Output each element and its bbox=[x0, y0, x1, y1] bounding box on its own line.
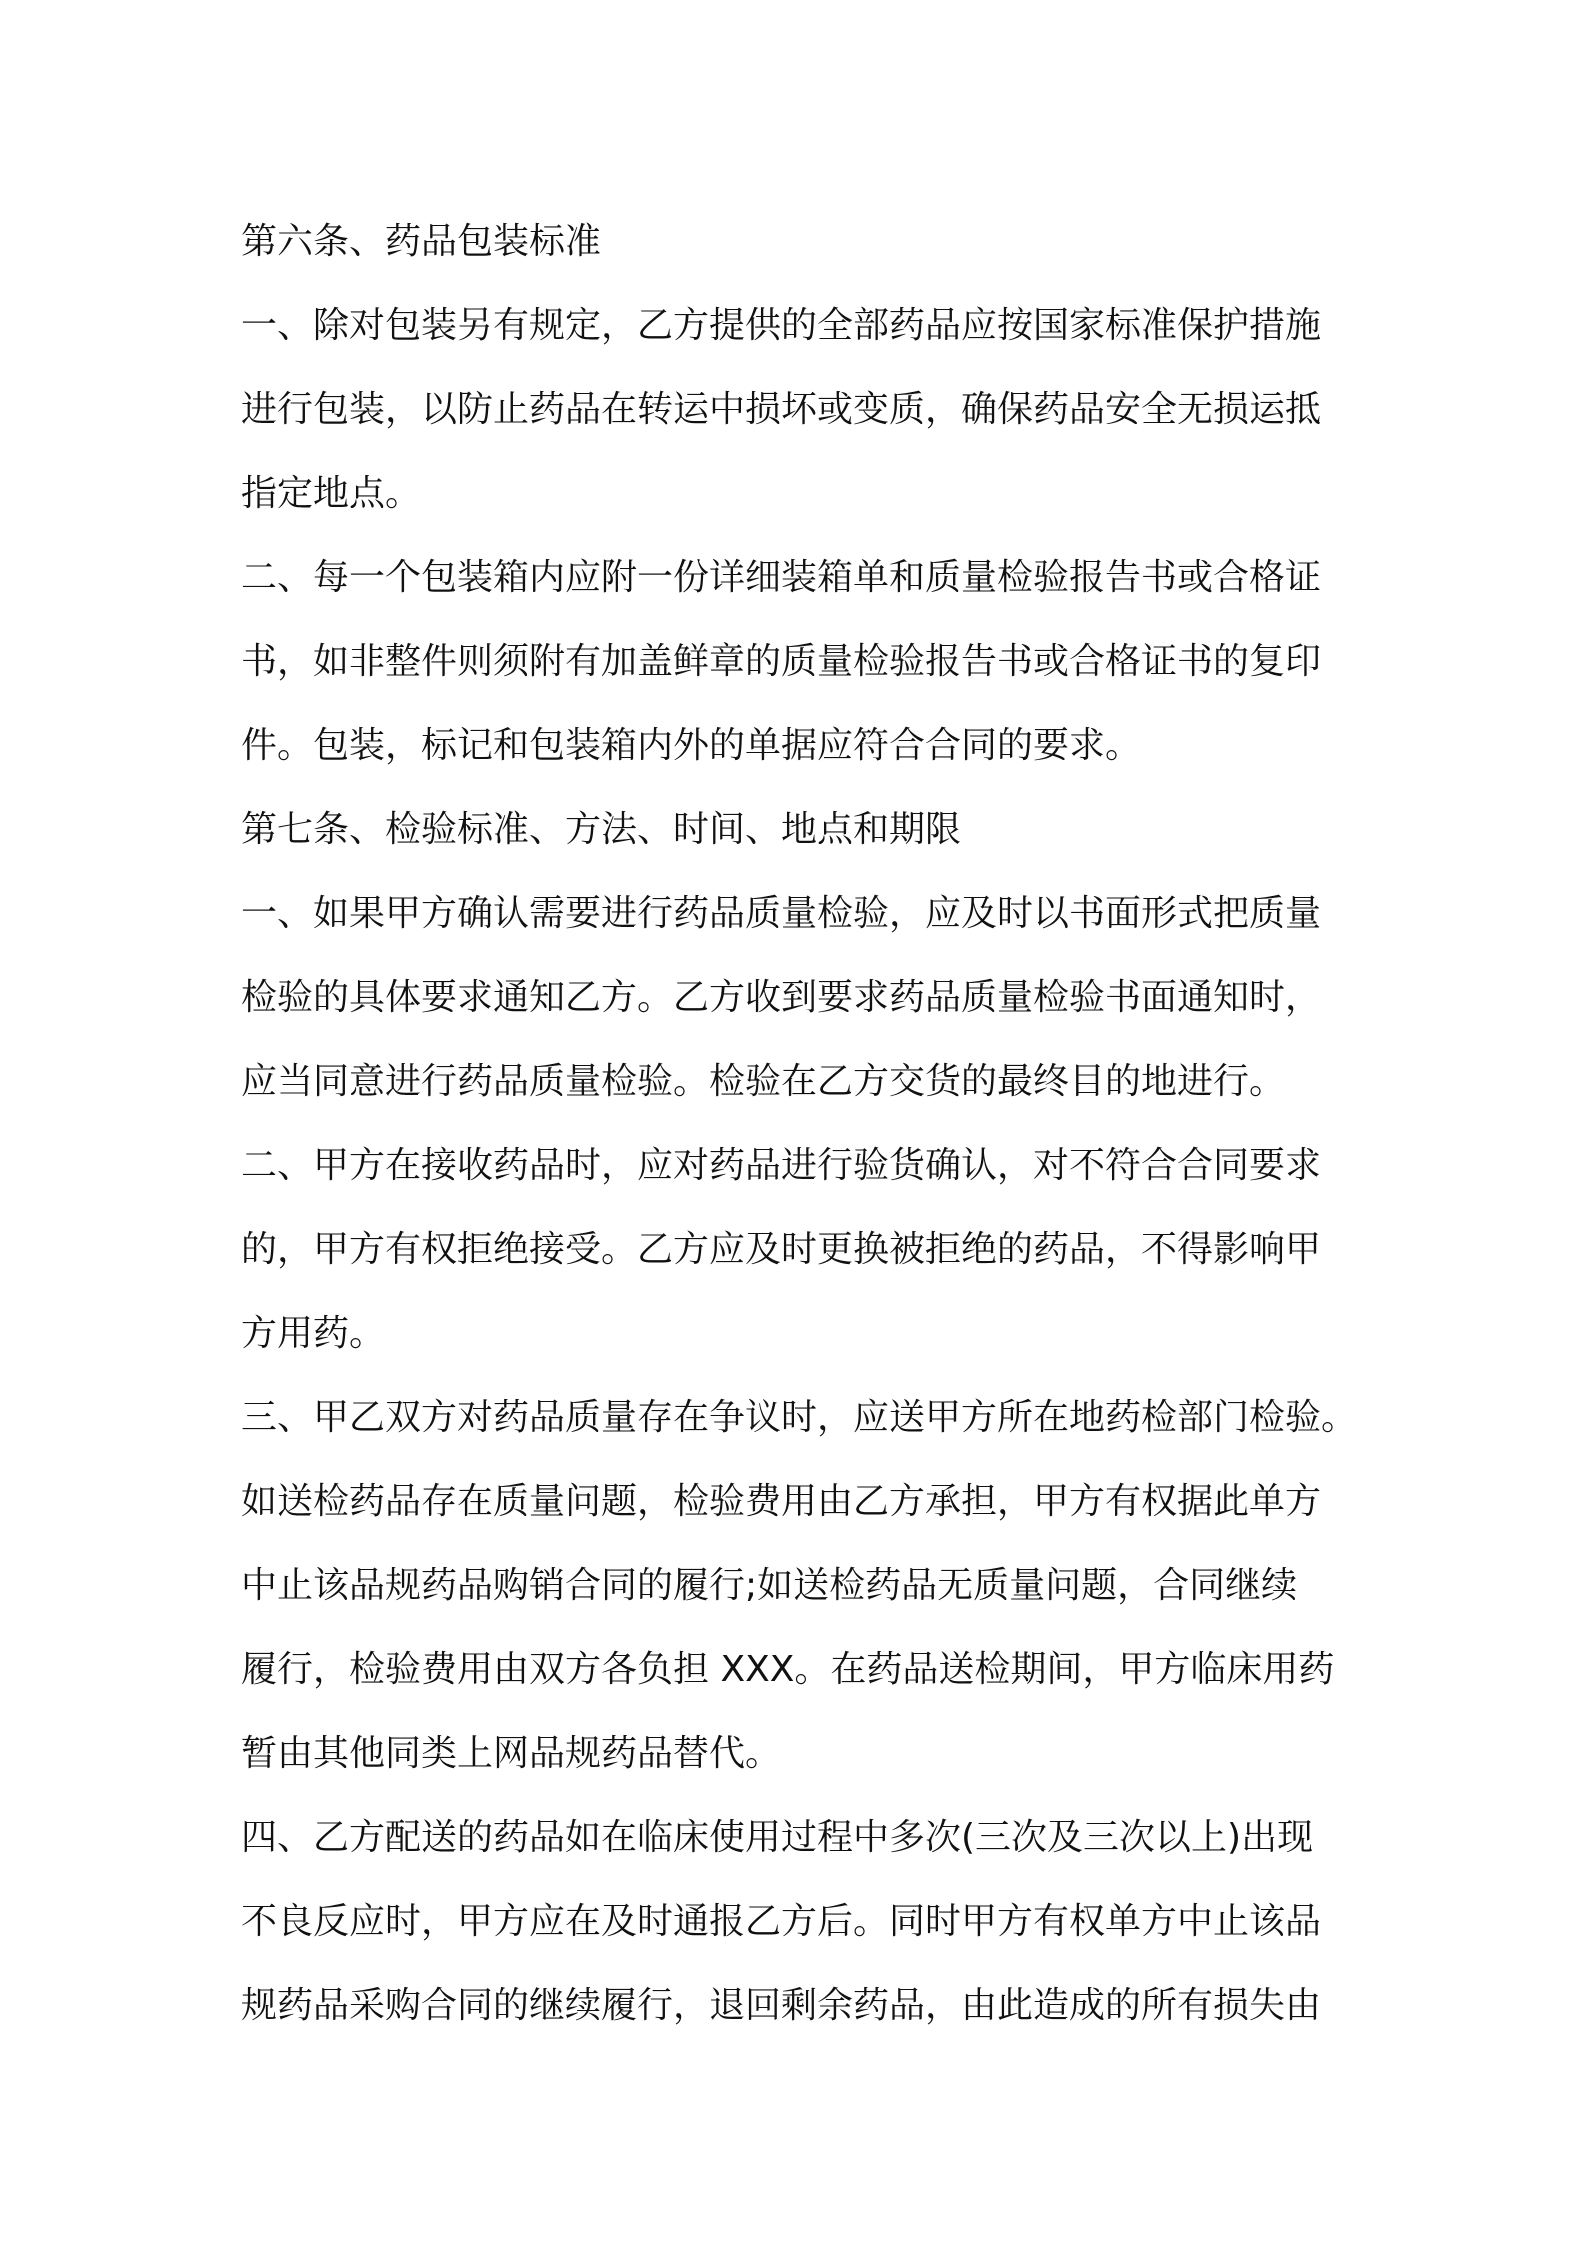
text-line: 件。包装，标记和包装箱内外的单据应符合合同的要求。 bbox=[241, 725, 1142, 766]
text-line: 书，如非整件则须附有加盖鲜章的质量检验报告书或合格证书的复印 bbox=[241, 641, 1322, 682]
text-line: 指定地点。 bbox=[241, 473, 422, 514]
text-line: 三、甲乙双方对药品质量存在争议时，应送甲方所在地药检部门检验。 bbox=[241, 1397, 1358, 1438]
paragraph-6-1 bbox=[241, 284, 1361, 536]
paragraph-7-4 bbox=[241, 1796, 1361, 2048]
text-line: 二、甲方在接收药品时，应对药品进行验货确认，对不符合合同要求 bbox=[241, 1145, 1322, 1186]
paragraph-6-2 bbox=[241, 536, 1361, 788]
text-line: 检验的具体要求通知乙方。乙方收到要求药品质量检验书面通知时， bbox=[241, 977, 1322, 1018]
text-line: 中止该品规药品购销合同的履行;如送检药品无质量问题，合同继续 bbox=[241, 1565, 1298, 1606]
section-heading-article-6 bbox=[241, 200, 1361, 284]
document-body bbox=[241, 200, 1361, 2048]
section-heading-article-7 bbox=[241, 788, 1361, 872]
paragraph-7-1 bbox=[241, 872, 1361, 1124]
text-line: 二、每一个包装箱内应附一份详细装箱单和质量检验报告书或合格证 bbox=[241, 557, 1322, 598]
text-line: 四、乙方配送的药品如在临床使用过程中多次(三次及三次以上)出现 bbox=[241, 1817, 1314, 1858]
paragraph-7-3 bbox=[241, 1376, 1361, 1796]
text-line: 方用药。 bbox=[241, 1313, 386, 1354]
text-line: 一、如果甲方确认需要进行药品质量检验，应及时以书面形式把质量 bbox=[241, 893, 1322, 934]
paragraph-7-2 bbox=[241, 1124, 1361, 1376]
text-line: 一、除对包装另有规定，乙方提供的全部药品应按国家标准保护措施 bbox=[241, 305, 1322, 346]
text-line: 应当同意进行药品质量检验。检验在乙方交货的最终目的地进行。 bbox=[241, 1061, 1286, 1102]
text-line: 的，甲方有权拒绝接受。乙方应及时更换被拒绝的药品，不得影响甲 bbox=[241, 1229, 1322, 1270]
text-line: 规药品采购合同的继续履行，退回剩余药品，由此造成的所有损失由 bbox=[241, 1985, 1322, 2026]
text-line: 第六条、药品包装标准 bbox=[241, 221, 602, 262]
text-line: 暂由其他同类上网品规药品替代。 bbox=[241, 1733, 782, 1774]
text-line: 进行包装，以防止药品在转运中损坏或变质，确保药品安全无损运抵 bbox=[241, 389, 1322, 430]
text-line: 不良反应时，甲方应在及时通报乙方后。同时甲方有权单方中止该品 bbox=[241, 1901, 1322, 1942]
text-line: 履行，检验费用由双方各负担 XXX。在药品送检期间，甲方临床用药 bbox=[241, 1649, 1335, 1690]
text-line: 第七条、检验标准、方法、时间、地点和期限 bbox=[241, 809, 962, 850]
text-line: 如送检药品存在质量问题，检验费用由乙方承担，甲方有权据此单方 bbox=[241, 1481, 1322, 1522]
